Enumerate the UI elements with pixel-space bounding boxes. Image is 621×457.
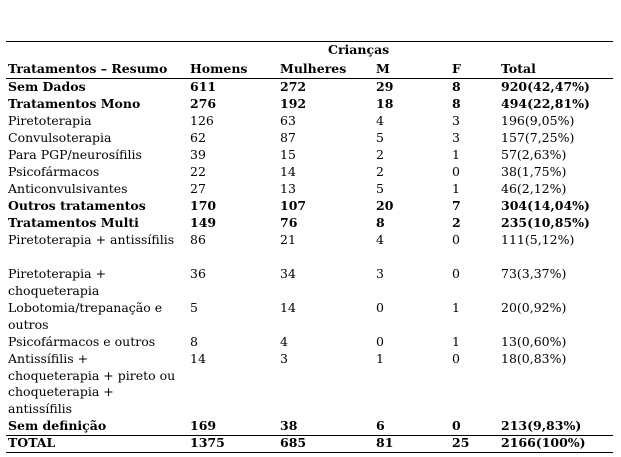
table-cell: 494(22,81%)	[501, 96, 590, 111]
table-cell: 0	[452, 351, 460, 366]
table-cell: 27	[190, 181, 206, 196]
row-label: Tratamentos Multi	[8, 215, 139, 230]
table-cell: 81	[376, 435, 394, 450]
table-cell: 8	[452, 79, 461, 94]
table-cell: 157(7,25%)	[501, 130, 575, 145]
table-cell: 0	[376, 334, 384, 349]
table-cell: 276	[190, 96, 217, 111]
table-cell: 2	[376, 147, 384, 162]
table-cell: 2166(100%)	[501, 435, 586, 450]
table-cell: 3	[376, 266, 384, 281]
table-cell: 3	[452, 113, 460, 128]
table-cell: 235(10,85%)	[501, 215, 590, 230]
table-cell: 1	[376, 351, 384, 366]
group-header-criancas: Crianças	[328, 42, 390, 57]
table-cell: 5	[190, 300, 198, 315]
row-label: Lobotomia/trepanação e outros	[8, 300, 163, 332]
col-header-m: M	[376, 61, 390, 76]
table-cell: 1	[452, 147, 460, 162]
table-cell: 13	[280, 181, 296, 196]
row-label: Antissífilis + choqueterapia + pireto ou choqueterapia + antissífilis	[8, 351, 176, 416]
table-cell: 5	[376, 181, 384, 196]
table-cell: 0	[452, 418, 461, 433]
table-cell: 611	[190, 79, 217, 94]
table-cell: 126	[190, 113, 214, 128]
table-cell: 14	[190, 351, 206, 366]
table-cell: 76	[280, 215, 298, 230]
table-cell: 192	[280, 96, 307, 111]
table-cell: 14	[280, 164, 296, 179]
table-cell: 196(9,05%)	[501, 113, 575, 128]
table-cell: 8	[376, 215, 385, 230]
row-label: Para PGP/neurosífilis	[8, 147, 142, 162]
table-cell: 1	[452, 300, 460, 315]
table-cell: 14	[280, 300, 296, 315]
table-cell: 87	[280, 130, 296, 145]
row-label: Sem Dados	[8, 79, 86, 94]
table-cell: 2	[376, 164, 384, 179]
table-cell: 34	[280, 266, 296, 281]
table-cell: 1	[452, 181, 460, 196]
col-header-homens: Homens	[190, 61, 248, 76]
table-cell: 1	[452, 334, 460, 349]
row-label: Convulsoterapia	[8, 130, 112, 145]
bottom-rule	[6, 452, 613, 453]
row-label: Anticonvulsivantes	[8, 181, 128, 196]
table-cell: 111(5,12%)	[501, 232, 575, 247]
table-cell: 0	[452, 164, 460, 179]
table-cell: 3	[452, 130, 460, 145]
row-label: Psicofármacos	[8, 164, 100, 179]
table-cell: 304(14,04%)	[501, 198, 590, 213]
table-cell: 20	[376, 198, 394, 213]
table-cell: 3	[280, 351, 288, 366]
table-cell: 57(2,63%)	[501, 147, 567, 162]
table-cell: 169	[190, 418, 217, 433]
row-label: Piretoterapia	[8, 113, 92, 128]
table-cell: 272	[280, 79, 307, 94]
table-cell: 25	[452, 435, 470, 450]
table-cell: 39	[190, 147, 206, 162]
table-cell: 170	[190, 198, 217, 213]
table-cell: 2	[452, 215, 461, 230]
table-cell: 13(0,60%)	[501, 334, 567, 349]
table-cell: 6	[376, 418, 385, 433]
table-cell: 63	[280, 113, 296, 128]
table-cell: 4	[376, 113, 384, 128]
table-cell: 4	[280, 334, 288, 349]
row-label: Piretoterapia + choqueterapia	[8, 266, 107, 298]
table-cell: 73(3,37%)	[501, 266, 567, 281]
table-cell: 0	[376, 300, 384, 315]
table-cell: 920(42,47%)	[501, 79, 590, 94]
table-cell: 86	[190, 232, 206, 247]
row-label: Sem definição	[8, 418, 107, 433]
table-cell: 38(1,75%)	[501, 164, 567, 179]
col-header-total: Total	[501, 61, 536, 76]
table-cell: 36	[190, 266, 206, 281]
col-header-tratamentos: Tratamentos – Resumo	[8, 61, 168, 76]
table-cell: 46(2,12%)	[501, 181, 567, 196]
table-cell: 685	[280, 435, 307, 450]
table-cell: 213(9,83%)	[501, 418, 582, 433]
table-cell: 0	[452, 232, 460, 247]
table-cell: 5	[376, 130, 384, 145]
table-cell: 62	[190, 130, 206, 145]
table-cell: 20(0,92%)	[501, 300, 567, 315]
table-cell: 0	[452, 266, 460, 281]
table-cell: 29	[376, 79, 394, 94]
col-header-mulheres: Mulheres	[280, 61, 347, 76]
row-label: Tratamentos Mono	[8, 96, 141, 111]
top-rule	[6, 41, 613, 42]
row-label: Outros tratamentos	[8, 198, 146, 213]
table-cell: 18	[376, 96, 394, 111]
col-header-f: F	[452, 61, 461, 76]
table-cell: 8	[190, 334, 198, 349]
row-label: TOTAL	[8, 435, 56, 450]
table-cell: 1375	[190, 435, 225, 450]
table-cell: 15	[280, 147, 296, 162]
row-label: Piretoterapia + antissífilis	[8, 232, 175, 247]
table-cell: 8	[452, 96, 461, 111]
table-cell: 21	[280, 232, 296, 247]
table-cell: 38	[280, 418, 298, 433]
table-cell: 107	[280, 198, 307, 213]
table-cell: 22	[190, 164, 206, 179]
table-cell: 4	[376, 232, 384, 247]
table-cell: 7	[452, 198, 461, 213]
row-label: Psicofármacos e outros	[8, 334, 156, 349]
table-cell: 18(0,83%)	[501, 351, 567, 366]
table-cell: 149	[190, 215, 217, 230]
